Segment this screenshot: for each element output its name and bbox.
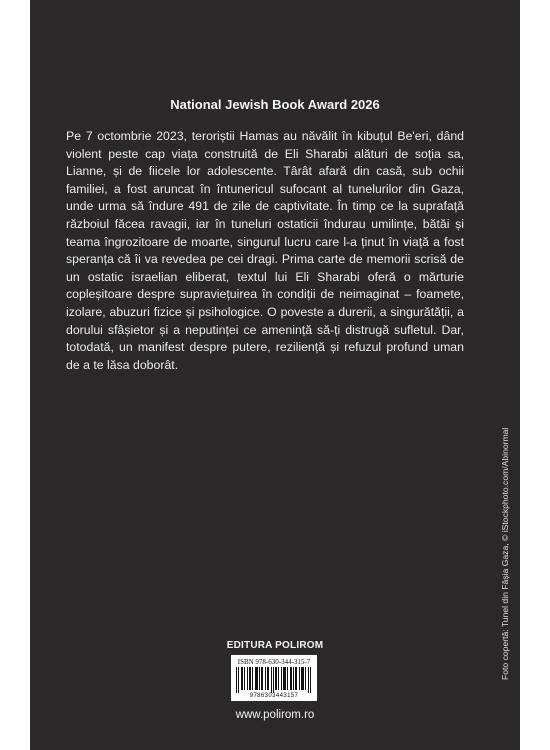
- isbn-number: ISBN 978-630-344-315-7: [237, 658, 311, 666]
- barcode-icon: [235, 667, 313, 693]
- isbn-barcode: [231, 655, 317, 701]
- publisher-name: EDITURA POLIROM: [226, 640, 324, 651]
- book-blurb: Pe 7 octombrie 2023, teroriștii Hamas au năvălit în kibuțul Be'eri, dând violent peste cap viața construită de Eli Sharabi alături de soția sa, Lianne, și de fiicele lor adolescente. Târât afară din casă, sub ochii familiei, a fost aruncat în întunericul sufocant al tunelurilor din Gaza, unde urma să îndure 491 de zile de captivitate. În timp ce la suprafață războiul făcea ravagii, iar în tuneluri ostaticii îndurau umilințe, bătăi și teama îngrozitoare de moarte, singurul lucru care l-a ținut în viață a fost speranța că îi va revedea pe cei dragi. Prima carte de memorii scrisă de un ostatic israelian eliberat, textul lui Eli Sharabi oferă o mărturie copleșitoare despre supraviețuirea în condiții de neimaginat – foamete, izolare, abuzuri fizice și psihologice. O poveste a durerii, a singurătății, a dorului sfâșietor și a neputinței ce amenință să-ți distrugă sufletul. Dar, totodată, un manifest despre putere, reziliență și refuzul profund uman de a te lăsa doborât.: [66, 129, 464, 372]
- photo-credit: Foto copertă: Tunel din Fâșia Gaza, © iStockphoto.com/Abinormal: [500, 427, 510, 680]
- back-cover: [30, 0, 520, 750]
- publisher-website: www.polirom.ro: [235, 709, 315, 721]
- award-heading: National Jewish Book Award 2026: [170, 97, 380, 112]
- barcode-digits: 9786303443157: [249, 693, 299, 699]
